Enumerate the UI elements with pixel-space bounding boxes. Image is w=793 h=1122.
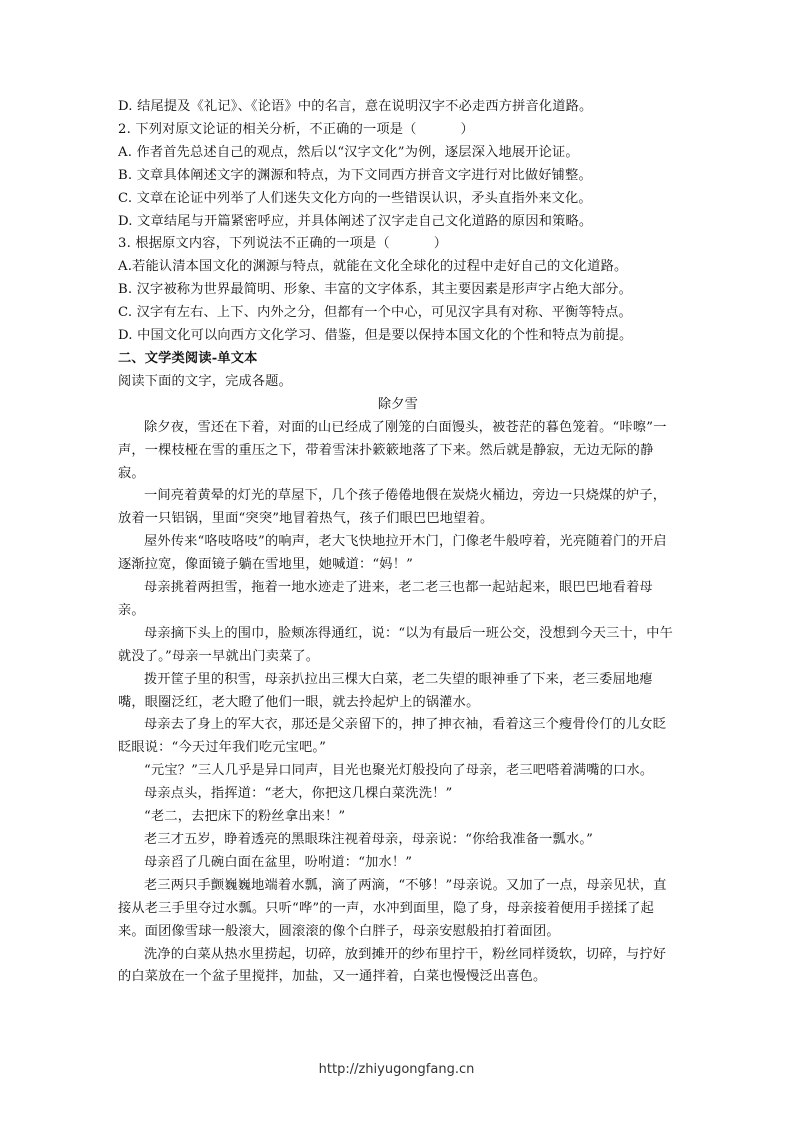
question-2-stem-close: ）: [460, 121, 474, 137]
story-paragraph: “老二，去把床下的粉丝拿出来！”: [144, 809, 346, 825]
story-paragraph: 洗净的白菜从热水里捞起，切碎，放到摊开的纱布里拧干，粉丝同样烫软，切碎，与拧好的白菜放在一个盆子里搅拌，加盐，又一通拌着，白菜也慢慢泛出喜色。: [118, 946, 667, 985]
option-3c: C. 汉字有左右、上下、内外之分，但都有一个中心，可见汉字具有对称、平衡等特点。: [118, 305, 632, 321]
section-heading: 二、文学类阅读-单文本: [118, 350, 258, 366]
story-title: 除夕雪: [377, 396, 419, 412]
story-paragraph: 拨开筐子里的积雪，母亲扒拉出三棵大白菜，老二失望的眼神垂了下来，老三委屈地瘪嘴，眼圈泛红，老大瞪了他们一眼，就去拎起炉上的锅灌水。: [118, 671, 653, 710]
reading-instruction: 阅读下面的文字，完成各题。: [118, 373, 293, 389]
story-paragraph: 老三才五岁，睁着透亮的黑眼珠注视着母亲，母亲说：“你给我准备一瓢水。”: [144, 832, 594, 847]
story-paragraph: 母亲摘下头上的围巾，脸颊冻得通红，说：“以为有最后一班公交，没想到今天三十，中午就没了。”母亲一早就出门卖菜了。: [118, 625, 674, 664]
option-1d: D. 结尾提及《礼记》、《论语》中的名言，意在说明汉字不必走西方拼音化道路。: [118, 99, 593, 114]
story-paragraph: 一间亮着黄晕的灯光的草屋下，几个孩子倦倦地偎在炭烧火桶边，旁边一只烧煤的炉子，放着一只铝锅，里面“突突”地冒着热气，孩子们眼巴巴地望着。: [118, 488, 667, 527]
question-3-stem-text: 3. 根据原文内容，下列说法不正确的一项是（: [118, 236, 390, 252]
option-3b: B. 汉字被称为世界最简明、形象、丰富的文字体系，其主要因素是形声字占绝大部分。: [118, 282, 633, 298]
option-3d: D. 中国文化可以向西方文化学习、借鉴，但是要以保持本国文化的个性和特点为前提。: [118, 328, 633, 344]
story-paragraph: 除夕夜，雪还在下着，对面的山已经成了刚笼的白面馒头，被苍茫的暮色笼着。“咔嚓”一声，一棵枝桠在雪的重压之下，带着雪沫扑簌簌地落了下来。然后就是静寂，无边无际的静寂。: [118, 419, 667, 481]
option-3a: A.若能认清本国文化的渊源与特点，就能在文化全球化的过程中走好自己的文化道路。: [118, 259, 628, 275]
option-2a: A. 作者首先总述自己的观点，然后以“汉字文化”为例，逐层深入地展开论证。: [118, 144, 579, 160]
document-page: [118, 96, 678, 989]
story-paragraph: 母亲去了身上的军大衣，那还是父亲留下的，抻了抻衣袖，看着这三个瘦骨伶仃的儿女眨眨眼说：“今天过年我们吃元宝吧。”: [118, 717, 667, 756]
option-2b: B. 文章具体阐述文字的渊源和特点，为下文同西方拼音文字进行对比做好铺整。: [118, 167, 592, 183]
footer-url[interactable]: http://zhiyugongfang.cn: [318, 1062, 475, 1077]
story-paragraph: 母亲挑着两担雪，拖着一地水迹走了进来，老二老三也都一起站起来，眼巴巴地看着母亲。: [118, 580, 653, 618]
story-paragraph: 老三两只手颤巍巍地端着水瓢，滴了两滴，“不够！”母亲说。又加了一点，母亲见状，直接从老三手里夺过水瓢。只听“哗”的一声，水冲到面里，隐了身，母亲接着便用手搓揉了起来。面团像雪球一般滚大，圆滚滚的像个白胖子，母亲安慰般拍打着面团。: [118, 877, 667, 939]
story-paragraph: 母亲点头，指挥道：“老大，你把这几棵白菜洗洗！”: [144, 786, 453, 802]
question-3-stem-close: ）: [433, 236, 448, 252]
question-2-stem: [118, 119, 678, 142]
question-2-stem-text: 2. 下列对原文论证的相关分析，不正确的一项是（: [118, 121, 417, 137]
option-2c: C. 文章在论证中列举了人们迷失文化方向的一些错误认识，矛头直指外来文化。: [118, 190, 592, 206]
story-paragraph: 屋外传来“咯吱咯吱”的响声，老大飞快地拉开木门，门像老牛般哼着，光亮随着门的开启逐渐拉宽，像面镜子躺在雪地里，她喊道：“妈！”: [118, 534, 667, 573]
option-2d: D. 文章结尾与开篇紧密呼应，并具体阐述了汉字走自己文化道路的原因和策略。: [118, 213, 593, 229]
story-paragraph: “元宝？”三人几乎是异口同声，目光也聚光灯般投向了母亲，老三吧嗒着满嘴的口水。: [144, 763, 654, 779]
story-paragraph: 母亲舀了几碗白面在盆里，吩咐道：“加水！”: [144, 854, 413, 870]
question-3-stem: [118, 233, 678, 256]
